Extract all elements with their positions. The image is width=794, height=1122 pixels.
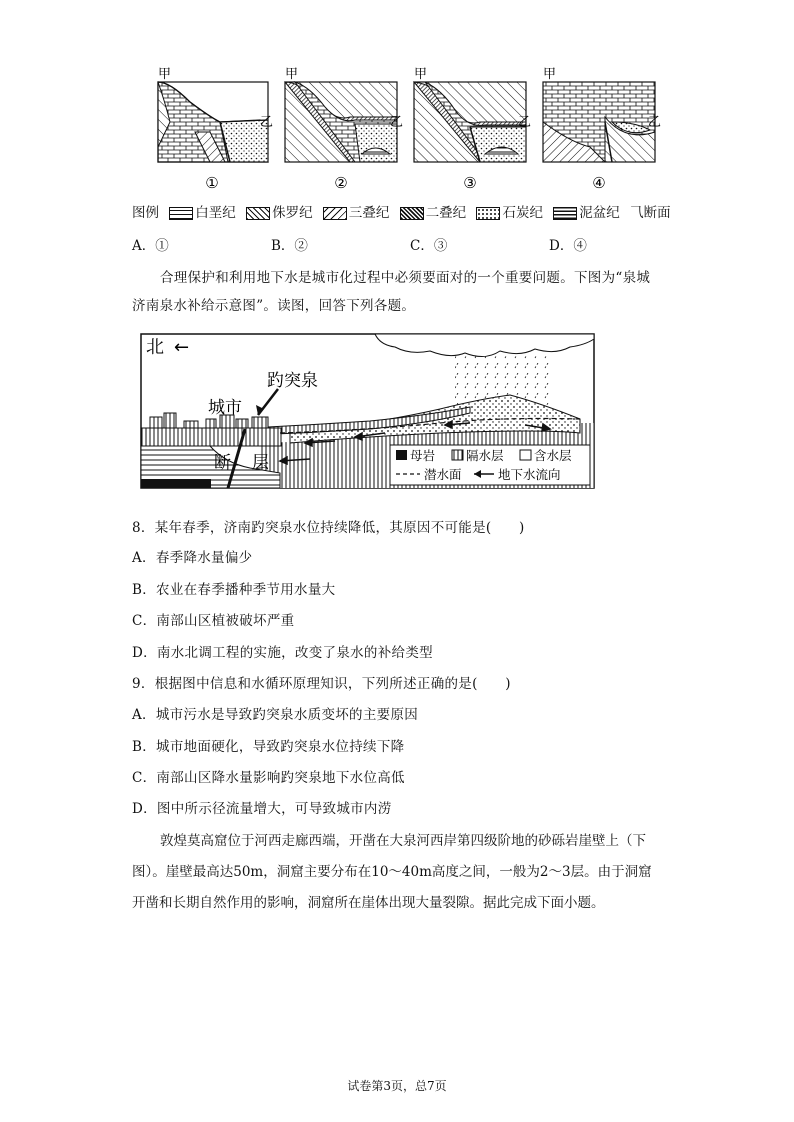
panel-number-2: ② — [334, 174, 348, 192]
legend-bedrock-swatch — [396, 450, 407, 460]
fault-label-2: 层 — [252, 453, 269, 473]
label-yi-1: 乙 — [260, 115, 274, 130]
label-yi-4: 乙 — [648, 115, 662, 130]
intro-mogao-line-2: 图）。崖壁最高达50m，洞窟主要分布在10～40m高度之间，一般为2～3层。由于洞窟 — [132, 864, 652, 880]
label-jia-2: 甲 — [285, 67, 299, 82]
legend-watertable-label: 潜水面 — [424, 467, 462, 482]
q9-option-b: B．城市地面硬化，导致趵突泉水位持续下降 — [132, 739, 405, 755]
geology-figures — [150, 62, 670, 197]
legend-swatch-devonian — [553, 207, 577, 220]
q7-option-b: B．② — [271, 238, 308, 254]
label-yi-2: 乙 — [390, 115, 404, 130]
spring-diagram — [140, 333, 595, 489]
intro-spring-line-1: 合理保护和利用地下水是城市化过程中必须要面对的一个重要问题。下图为“泉城 — [160, 270, 651, 286]
legend-bedrock-label: 母岩 — [410, 448, 436, 463]
fault-icon: ⺄ — [630, 205, 644, 221]
label-yi-3: 乙 — [518, 115, 532, 130]
q8-option-a: A．春季降水量偏少 — [132, 550, 253, 566]
legend-flow-label: 地下水流向 — [498, 467, 561, 482]
legend-swatch-triassic — [323, 207, 347, 220]
legend-label-fault: 断面 — [643, 205, 671, 221]
city-label: 城市 — [208, 398, 242, 418]
q7-option-a: A．① — [132, 238, 169, 254]
geology-legend — [132, 201, 671, 221]
legend-label-cretaceous: 白垩纪 — [195, 205, 236, 221]
label-jia-3: 甲 — [414, 67, 428, 82]
legend-label-triassic: 三叠纪 — [348, 205, 390, 221]
panel-3 — [414, 82, 526, 162]
legend-aquifer-label: 含水层 — [534, 448, 572, 463]
bedrock-block — [141, 479, 211, 488]
panel-1 — [158, 82, 268, 162]
legend-label-jurassic: 侏罗纪 — [272, 205, 313, 221]
q7-option-d: D．④ — [549, 238, 587, 254]
intro-mogao-line-1: 敦煌莫高窟位于河西走廊西端，开凿在大泉河西岸第四级阶地的砂砾岩崖壁上（下 — [160, 833, 646, 849]
q7-option-c: C．③ — [410, 238, 448, 254]
legend-label-permian: 二叠纪 — [425, 205, 467, 221]
north-label: 北 — [146, 337, 164, 358]
q9-option-a: A．城市污水是导致趵突泉水质变坏的主要原因 — [132, 707, 419, 723]
intro-mogao-line-3: 开凿和长期自然作用的影响，洞窟所在崖体出现大量裂隙。据此完成下面小题。 — [132, 895, 605, 911]
q8-option-b: B．农业在春季播种季节用水量大 — [132, 582, 336, 598]
label-jia-4: 甲 — [543, 67, 557, 82]
intro-spring-line-2: 济南泉水补给示意图”。读图，回答下列各题。 — [132, 298, 416, 314]
legend-swatch-permian — [400, 207, 424, 220]
page-footer: 试卷第3页，总7页 — [347, 1079, 447, 1093]
legend-title: 图例 — [132, 205, 159, 221]
fault-label-1: 断 — [214, 453, 231, 473]
legend-swatch-cretaceous — [169, 207, 193, 220]
legend-label-devonian: 泥盆纪 — [579, 205, 620, 221]
panel-number-1: ① — [205, 174, 219, 192]
city-ground — [141, 428, 281, 446]
north-arrow-icon: ← — [174, 337, 190, 358]
q8-option-c: C．南部山区植被破坏严重 — [132, 613, 295, 629]
panel-4 — [543, 82, 655, 162]
legend-swatch-jurassic — [246, 207, 270, 220]
panel-2 — [285, 82, 397, 162]
panel-number-4: ④ — [592, 174, 606, 192]
legend-label-carboniferous: 石炭纪 — [502, 205, 543, 221]
label-jia-1: 甲 — [158, 67, 172, 82]
q8-option-d: D．南水北调工程的实施，改变了泉水的补给类型 — [132, 645, 433, 661]
q8-stem: 8．某年春季，济南趵突泉水位持续降低，其原因不可能是( ) — [132, 520, 525, 536]
q9-stem: 9．根据图中信息和水循环原理知识，下列所述正确的是( ) — [132, 676, 511, 692]
legend-aquifer-swatch — [520, 450, 531, 460]
legend-aquiclude-label: 隔水层 — [466, 448, 504, 463]
legend-aquiclude-swatch — [452, 450, 463, 460]
q9-option-d: D．图中所示径流量增大，可导致城市内涝 — [132, 801, 392, 817]
panel-number-3: ③ — [463, 174, 477, 192]
spring-label: 趵突泉 — [267, 371, 318, 391]
legend-swatch-carboniferous — [476, 207, 500, 220]
q9-option-c: C．南部山区降水量影响趵突泉地下水位高低 — [132, 770, 405, 786]
